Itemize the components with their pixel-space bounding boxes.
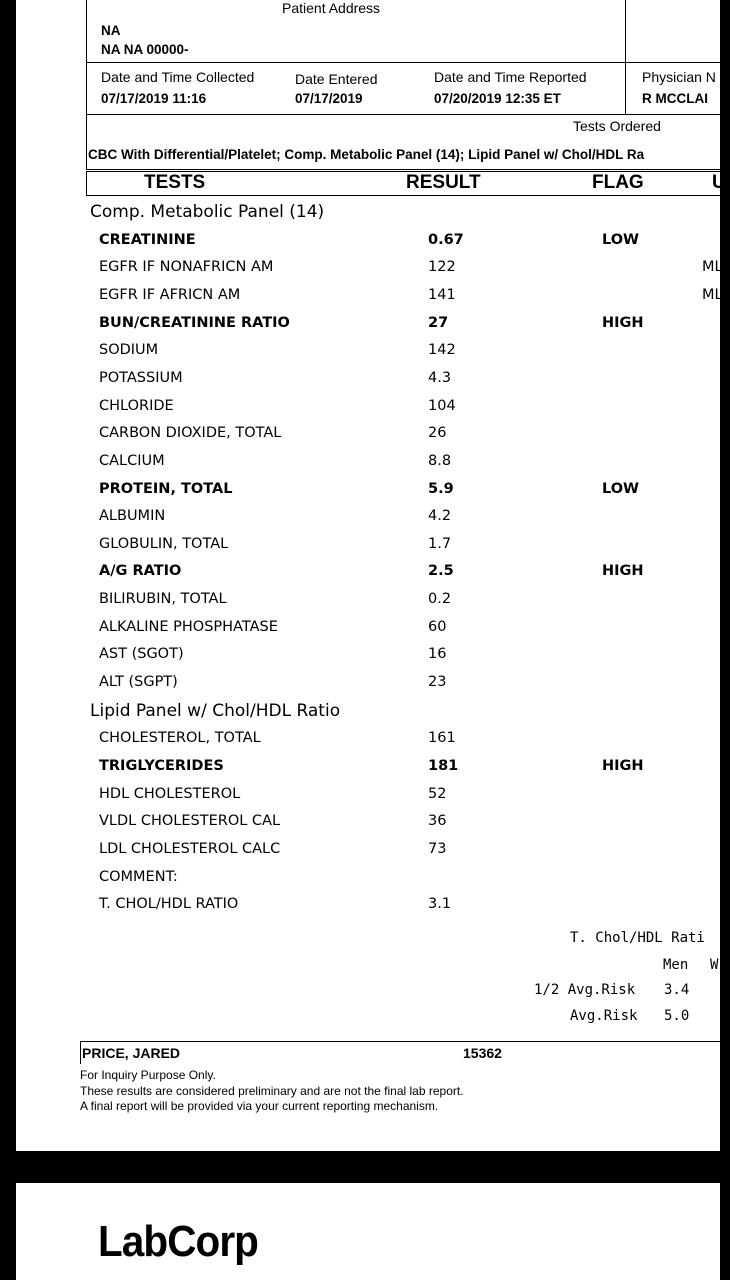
test-result: 4.3 [428, 369, 452, 386]
patient-address-line2: NA NA 00000- [101, 42, 189, 57]
test-name: CHLORIDE [99, 397, 174, 414]
physician-label: Physician N [642, 69, 716, 85]
test-units: ML [702, 259, 723, 276]
test-result: 0.67 [428, 231, 464, 248]
next-page [16, 1183, 720, 1280]
patient-address-line1: NA [101, 23, 121, 38]
test-name: BILIRUBIN, TOTAL [99, 591, 227, 608]
test-name: CALCIUM [99, 452, 165, 469]
test-name: CHOLESTEROL, TOTAL [99, 730, 261, 747]
test-result: 16 [428, 646, 447, 663]
test-name: EGFR IF AFRICN AM [99, 286, 241, 303]
col-tests: TESTS [144, 172, 206, 193]
test-result: 1.7 [428, 535, 452, 552]
test-result: 161 [428, 730, 456, 747]
test-name: T. CHOL/HDL RATIO [99, 896, 239, 913]
test-result: 4.2 [428, 508, 452, 525]
test-flag: HIGH [602, 758, 644, 774]
test-result: 0.2 [428, 591, 452, 608]
collected-label: Date and Time Collected [101, 69, 255, 85]
collected-value: 07/17/2019 11:16 [101, 91, 207, 106]
test-result: 2.5 [428, 563, 454, 580]
ratio-avg-value: 5.0 [664, 1008, 690, 1024]
patient-name: PRICE, JARED [82, 1045, 181, 1061]
test-name: EGFR IF NONAFRICN AM [99, 259, 274, 276]
footer-note1: For Inquiry Purpose Only. [80, 1068, 216, 1082]
test-name: LDL CHOLESTEROL CALC [99, 840, 281, 857]
ratio-avg-label: Avg.Risk [570, 1008, 638, 1024]
test-flag: HIGH [602, 563, 644, 580]
test-name: ALT (SGPT) [99, 674, 178, 691]
test-name: ALBUMIN [99, 508, 166, 525]
test-name: POTASSIUM [99, 369, 183, 386]
test-result: 73 [428, 840, 447, 857]
physician-value: R MCCLAI [642, 91, 708, 106]
ratio-men-header: Men [663, 957, 689, 973]
test-name: PROTEIN, TOTAL [99, 480, 233, 497]
reported-value: 07/20/2019 12:35 ET [434, 91, 561, 106]
col-flag: FLAG [592, 172, 644, 193]
test-result: 23 [428, 674, 447, 691]
tests-ordered-label: Tests Ordered [573, 118, 661, 134]
test-flag: HIGH [602, 314, 644, 331]
reported-label: Date and Time Reported [434, 69, 587, 85]
test-name: TRIGLYCERIDES [99, 758, 224, 774]
test-result: 60 [428, 618, 447, 635]
col-result: RESULT [406, 172, 481, 193]
footer-note2: These results are considered preliminary and are not the final lab report. [80, 1084, 464, 1098]
test-flag: LOW [602, 480, 640, 497]
test-result: 181 [428, 758, 459, 774]
test-result: 104 [428, 397, 456, 414]
test-result: 122 [428, 259, 456, 276]
test-name: CARBON DIOXIDE, TOTAL [99, 425, 282, 442]
test-units: ML [702, 286, 723, 303]
test-result: 5.9 [428, 480, 454, 497]
patient-id: 15362 [463, 1045, 502, 1061]
test-result: 8.8 [428, 452, 452, 469]
col-units: U [712, 172, 726, 193]
test-name: SODIUM [99, 342, 159, 359]
test-name: AST (SGOT) [99, 646, 184, 663]
test-result: 3.1 [428, 896, 452, 913]
ratio-women-header: W [710, 957, 719, 973]
labcorp-logo: LabCorp [98, 1217, 258, 1266]
test-name: ALKALINE PHOSPHATASE [99, 618, 278, 635]
entered-label: Date Entered [295, 71, 378, 87]
test-result: 142 [428, 342, 456, 359]
section-title: Comp. Metabolic Panel (14) [90, 202, 325, 222]
patient-address-label: Patient Address [282, 0, 381, 16]
test-result: 52 [428, 785, 447, 802]
report-page [16, 0, 726, 1151]
ratio-half-label: 1/2 Avg.Risk [534, 982, 636, 998]
ratio-half-value: 3.4 [664, 982, 690, 998]
ratio-title: T. Chol/HDL Rati [570, 930, 705, 946]
test-name: COMMENT: [99, 868, 178, 885]
entered-value: 07/17/2019 [295, 91, 363, 106]
tests-ordered-value: CBC With Differential/Platelet; Comp. Metabolic Panel (14); Lipid Panel w/ Chol/HDL Ra [88, 147, 645, 162]
test-name: BUN/CREATININE RATIO [99, 314, 290, 331]
test-name: A/G RATIO [99, 563, 182, 580]
test-name: HDL CHOLESTEROL [99, 785, 241, 802]
test-result: 27 [428, 314, 449, 331]
test-flag: LOW [602, 231, 640, 248]
test-result: 36 [428, 813, 447, 830]
test-name: VLDL CHOLESTEROL CAL [99, 813, 281, 830]
test-result: 26 [428, 425, 447, 442]
test-name: GLOBULIN, TOTAL [99, 535, 229, 552]
section-title: Lipid Panel w/ Chol/HDL Ratio [90, 700, 341, 721]
footer-note3: A final report will be provided via your current reporting mechanism. [80, 1099, 439, 1113]
test-name: CREATININE [99, 231, 196, 248]
test-result: 141 [428, 286, 456, 303]
